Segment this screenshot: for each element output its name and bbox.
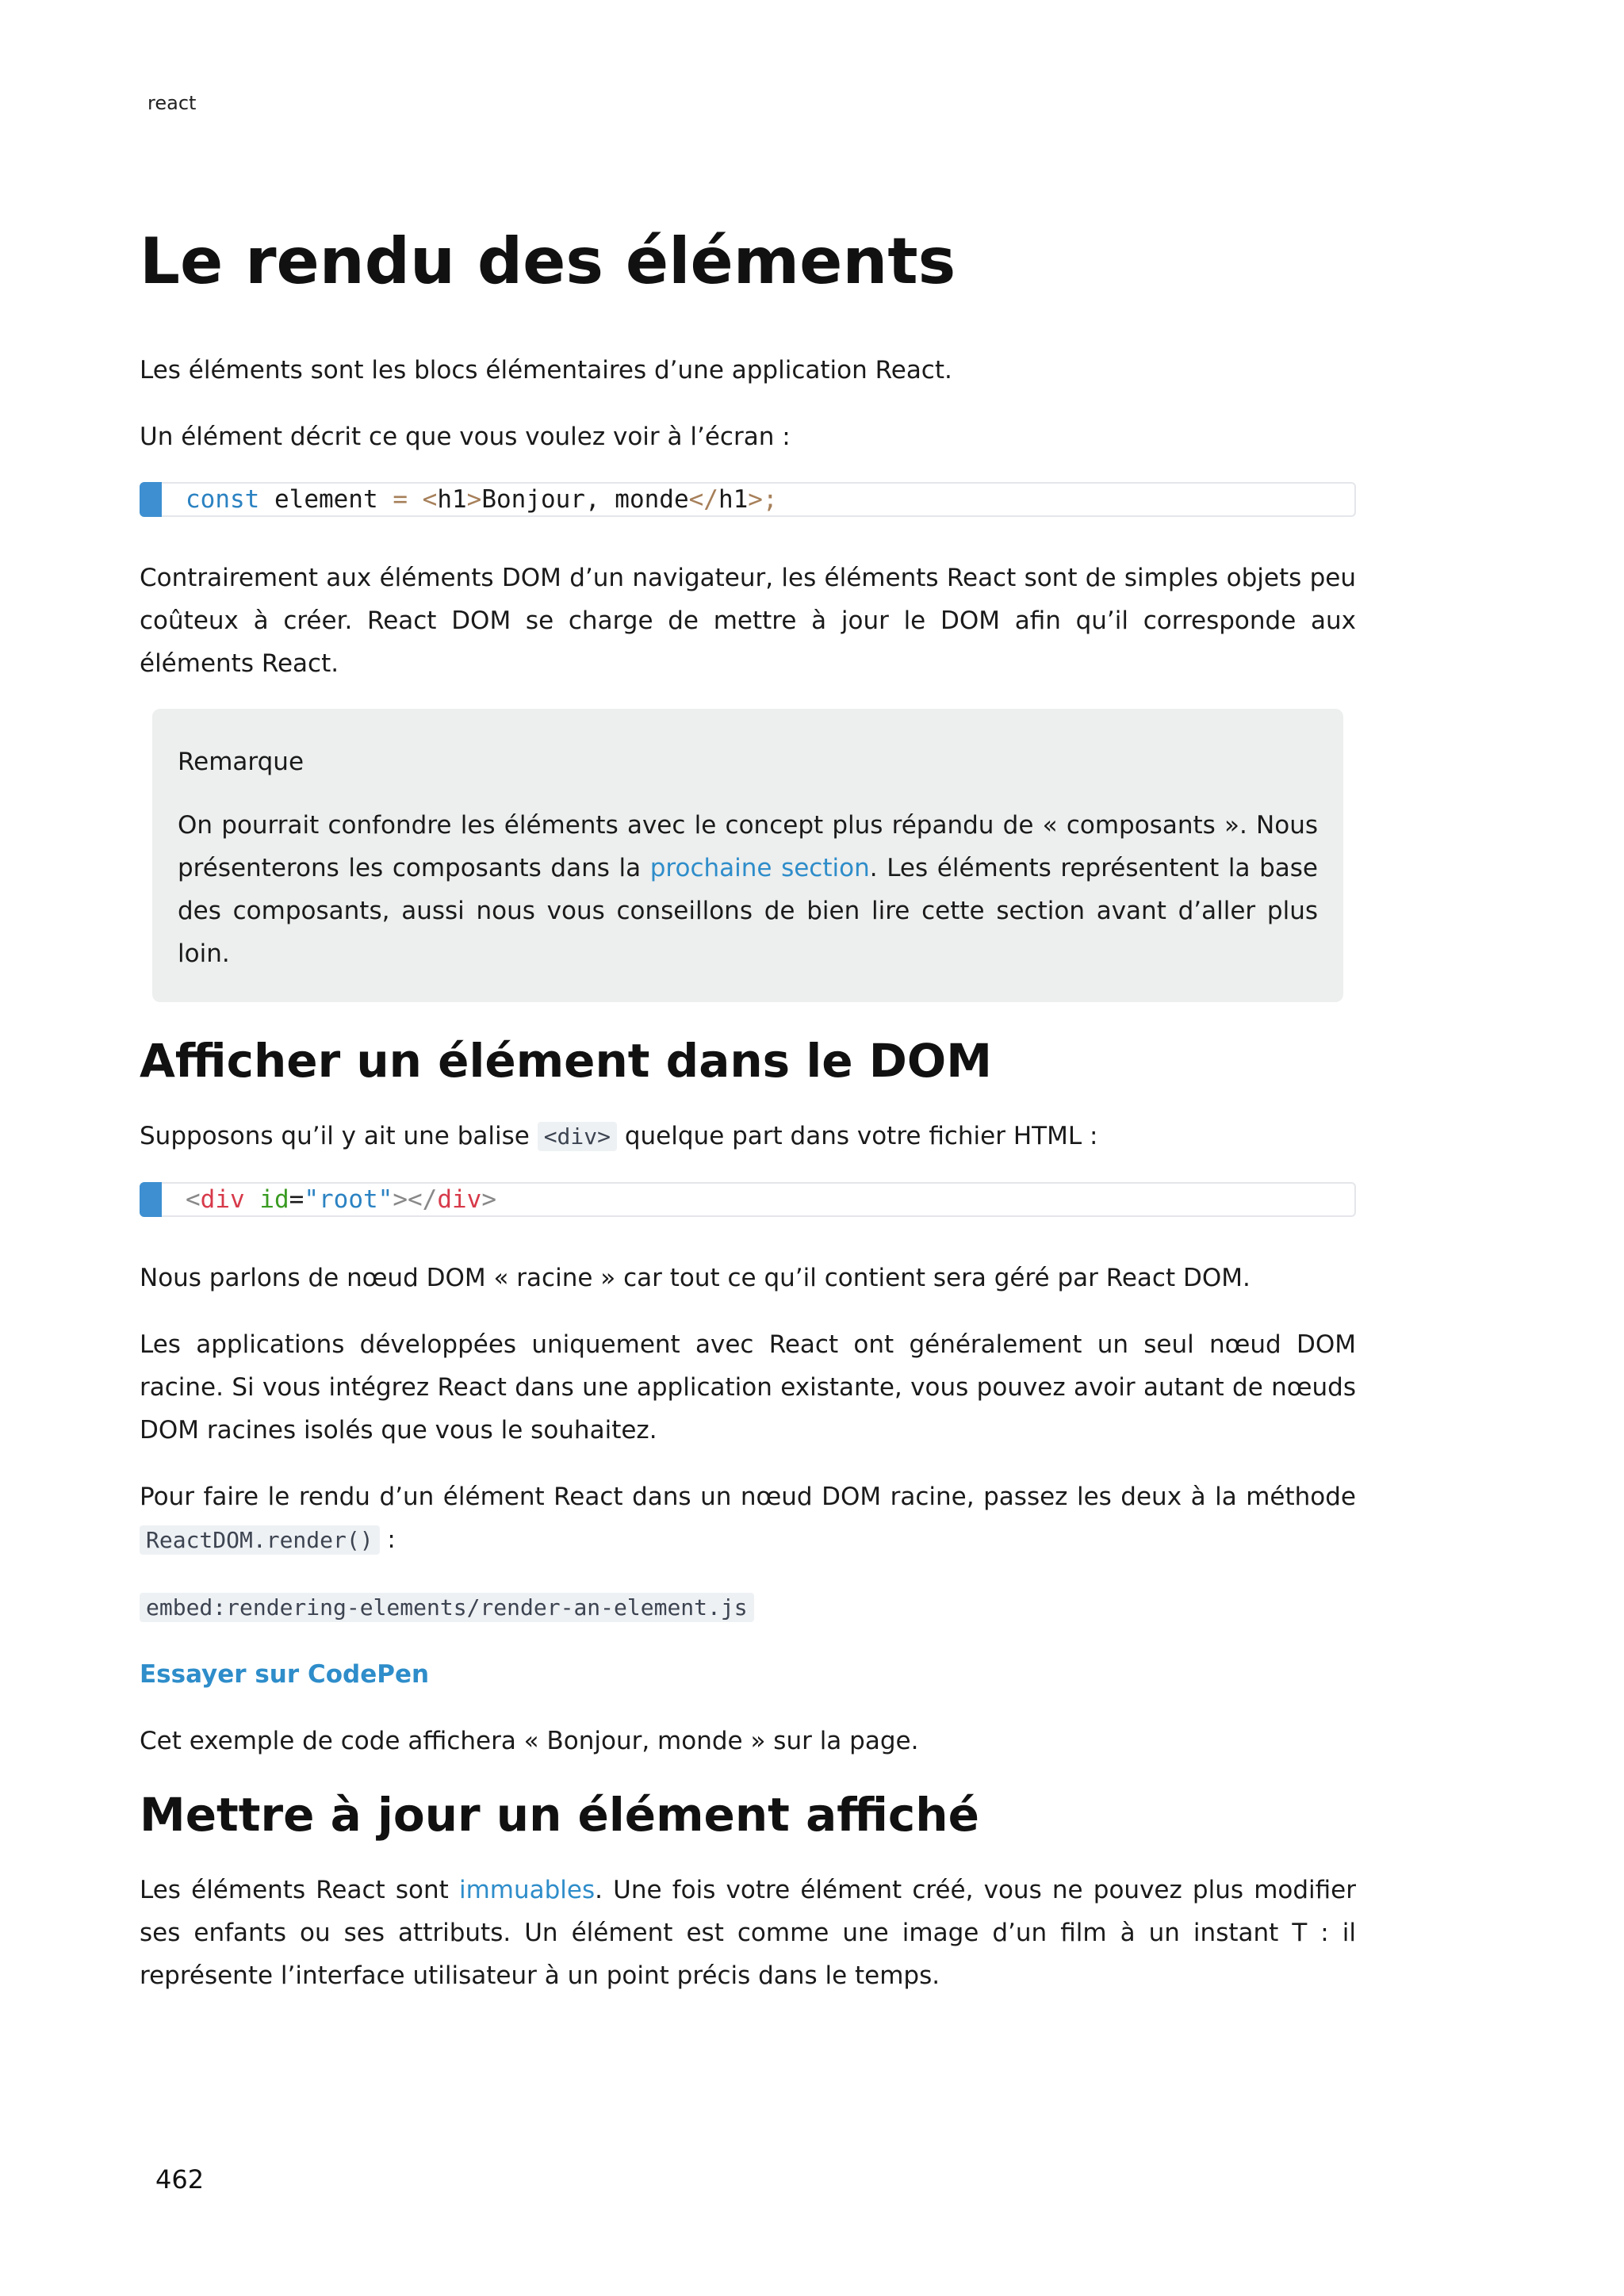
section-heading-update: Mettre à jour un élément affiché bbox=[140, 1788, 979, 1842]
page-number: 462 bbox=[155, 2164, 205, 2195]
applications-paragraph: Les applications développées uniquement avec React ont généralement un seul nœud DOM racine. Si vous intégrez React dans une application existante, vous pouvez avoir autant de nœuds DOM racines isolés que vous le souhaitez. bbox=[140, 1330, 1356, 1445]
inline-code-div: <div> bbox=[538, 1122, 617, 1151]
page-title: Le rendu des éléments bbox=[140, 224, 956, 298]
code-closing-tag-name: div bbox=[437, 1185, 482, 1214]
div-paragraph bbox=[140, 1115, 1356, 1158]
dom-paragraph: Contrairement aux éléments DOM d’un navigateur, les éléments React sont de simples objets peu coûteux à créer. React DOM se charge de mettre à jour le DOM afin qu’il corresponde aux éléments React. bbox=[140, 564, 1356, 678]
immutable-link[interactable]: immuables bbox=[458, 1876, 596, 1904]
code-line bbox=[186, 484, 778, 515]
code-closing-tag-name: h1 bbox=[718, 485, 749, 514]
embed-paragraph bbox=[140, 1586, 1356, 1629]
codepen-link[interactable]: Essayer sur CodePen bbox=[140, 1660, 430, 1689]
main-content bbox=[140, 222, 1356, 2021]
code-operator: = bbox=[393, 485, 408, 514]
next-section-link[interactable]: prochaine section bbox=[649, 854, 870, 882]
root-node-paragraph: Nous parlons de nœud DOM « racine » car tout ce qu’il contient sera géré par React DOM. bbox=[140, 1264, 1251, 1292]
code-closing-tag-open: </ bbox=[408, 1185, 438, 1214]
note-text-part: On pourrait confondre les éléments avec le concept plus répandu de « composants ». Nous présenterons les composants dans la bbox=[178, 811, 1318, 882]
intro-paragraph-2: Un élément décrit ce que vous voulez voir à l’écran : bbox=[140, 423, 791, 451]
text-part: Pour faire le rendu d’un élément React dans un nœud DOM racine, passez les deux à la méthode bbox=[140, 1483, 1356, 1511]
note-title: Remarque bbox=[178, 748, 304, 776]
example-result-paragraph: Cet exemple de code affichera « Bonjour, monde » sur la page. bbox=[140, 1727, 919, 1755]
codepen-paragraph bbox=[140, 1653, 1356, 1696]
code-tag-name: h1 bbox=[437, 485, 467, 514]
code-semicolon: ; bbox=[762, 485, 778, 514]
code-tag-open-bracket: < bbox=[422, 485, 438, 514]
code-keyword: const bbox=[186, 485, 260, 514]
immutable-paragraph bbox=[140, 1869, 1356, 1997]
code-tag-close-bracket: > bbox=[466, 485, 482, 514]
code-attribute-value: "root" bbox=[304, 1185, 393, 1214]
code-line bbox=[186, 1184, 496, 1215]
code-block-marker bbox=[140, 482, 162, 517]
code-space bbox=[408, 485, 423, 514]
note-text-part: . Les éléments représentent la base des composants, aussi nous vous conseillons de bien lire cette section avant d’aller plus loin. bbox=[178, 854, 1318, 968]
text-part: Les éléments React sont bbox=[140, 1876, 459, 1904]
code-attribute: id bbox=[244, 1185, 289, 1214]
code-text: Bonjour, monde bbox=[481, 485, 689, 514]
note-box bbox=[152, 709, 1343, 1002]
code-block-jsx-element bbox=[140, 482, 1356, 517]
text-part: : bbox=[379, 1525, 396, 1554]
text-part: Supposons qu’il y ait une balise bbox=[140, 1122, 538, 1150]
code-equals: = bbox=[289, 1185, 304, 1214]
render-method-paragraph bbox=[140, 1475, 1356, 1562]
code-closing-tag-close: > bbox=[481, 1185, 496, 1214]
intro-paragraph-1: Les éléments sont les blocs élémentaires d’une application React. bbox=[140, 356, 952, 385]
text-part: . Une fois votre élément créé, vous ne pouvez plus modifier ses enfants ou ses attributs. Un élément est comme une image d’un film à un instant T : il représente l’interface utilisateur à un point précis dans le temps. bbox=[140, 1876, 1356, 1990]
code-tag-close-bracket: > bbox=[393, 1185, 408, 1214]
running-header: react bbox=[147, 92, 197, 114]
section-heading-display: Afficher un élément dans le DOM bbox=[140, 1034, 992, 1088]
code-block-marker bbox=[140, 1182, 162, 1217]
code-identifier: element bbox=[259, 485, 393, 514]
code-block-html-root bbox=[140, 1182, 1356, 1217]
inline-code-render: ReactDOM.render() bbox=[140, 1525, 380, 1555]
note-text bbox=[178, 804, 1318, 975]
code-tag-name: div bbox=[200, 1185, 245, 1214]
text-part: quelque part dans votre fichier HTML : bbox=[617, 1122, 1098, 1150]
embed-code: embed:rendering-elements/render-an-element.js bbox=[140, 1593, 754, 1622]
code-closing-tag-open: </ bbox=[688, 485, 718, 514]
code-tag-open-bracket: < bbox=[186, 1185, 201, 1214]
code-closing-tag-close: > bbox=[748, 485, 763, 514]
